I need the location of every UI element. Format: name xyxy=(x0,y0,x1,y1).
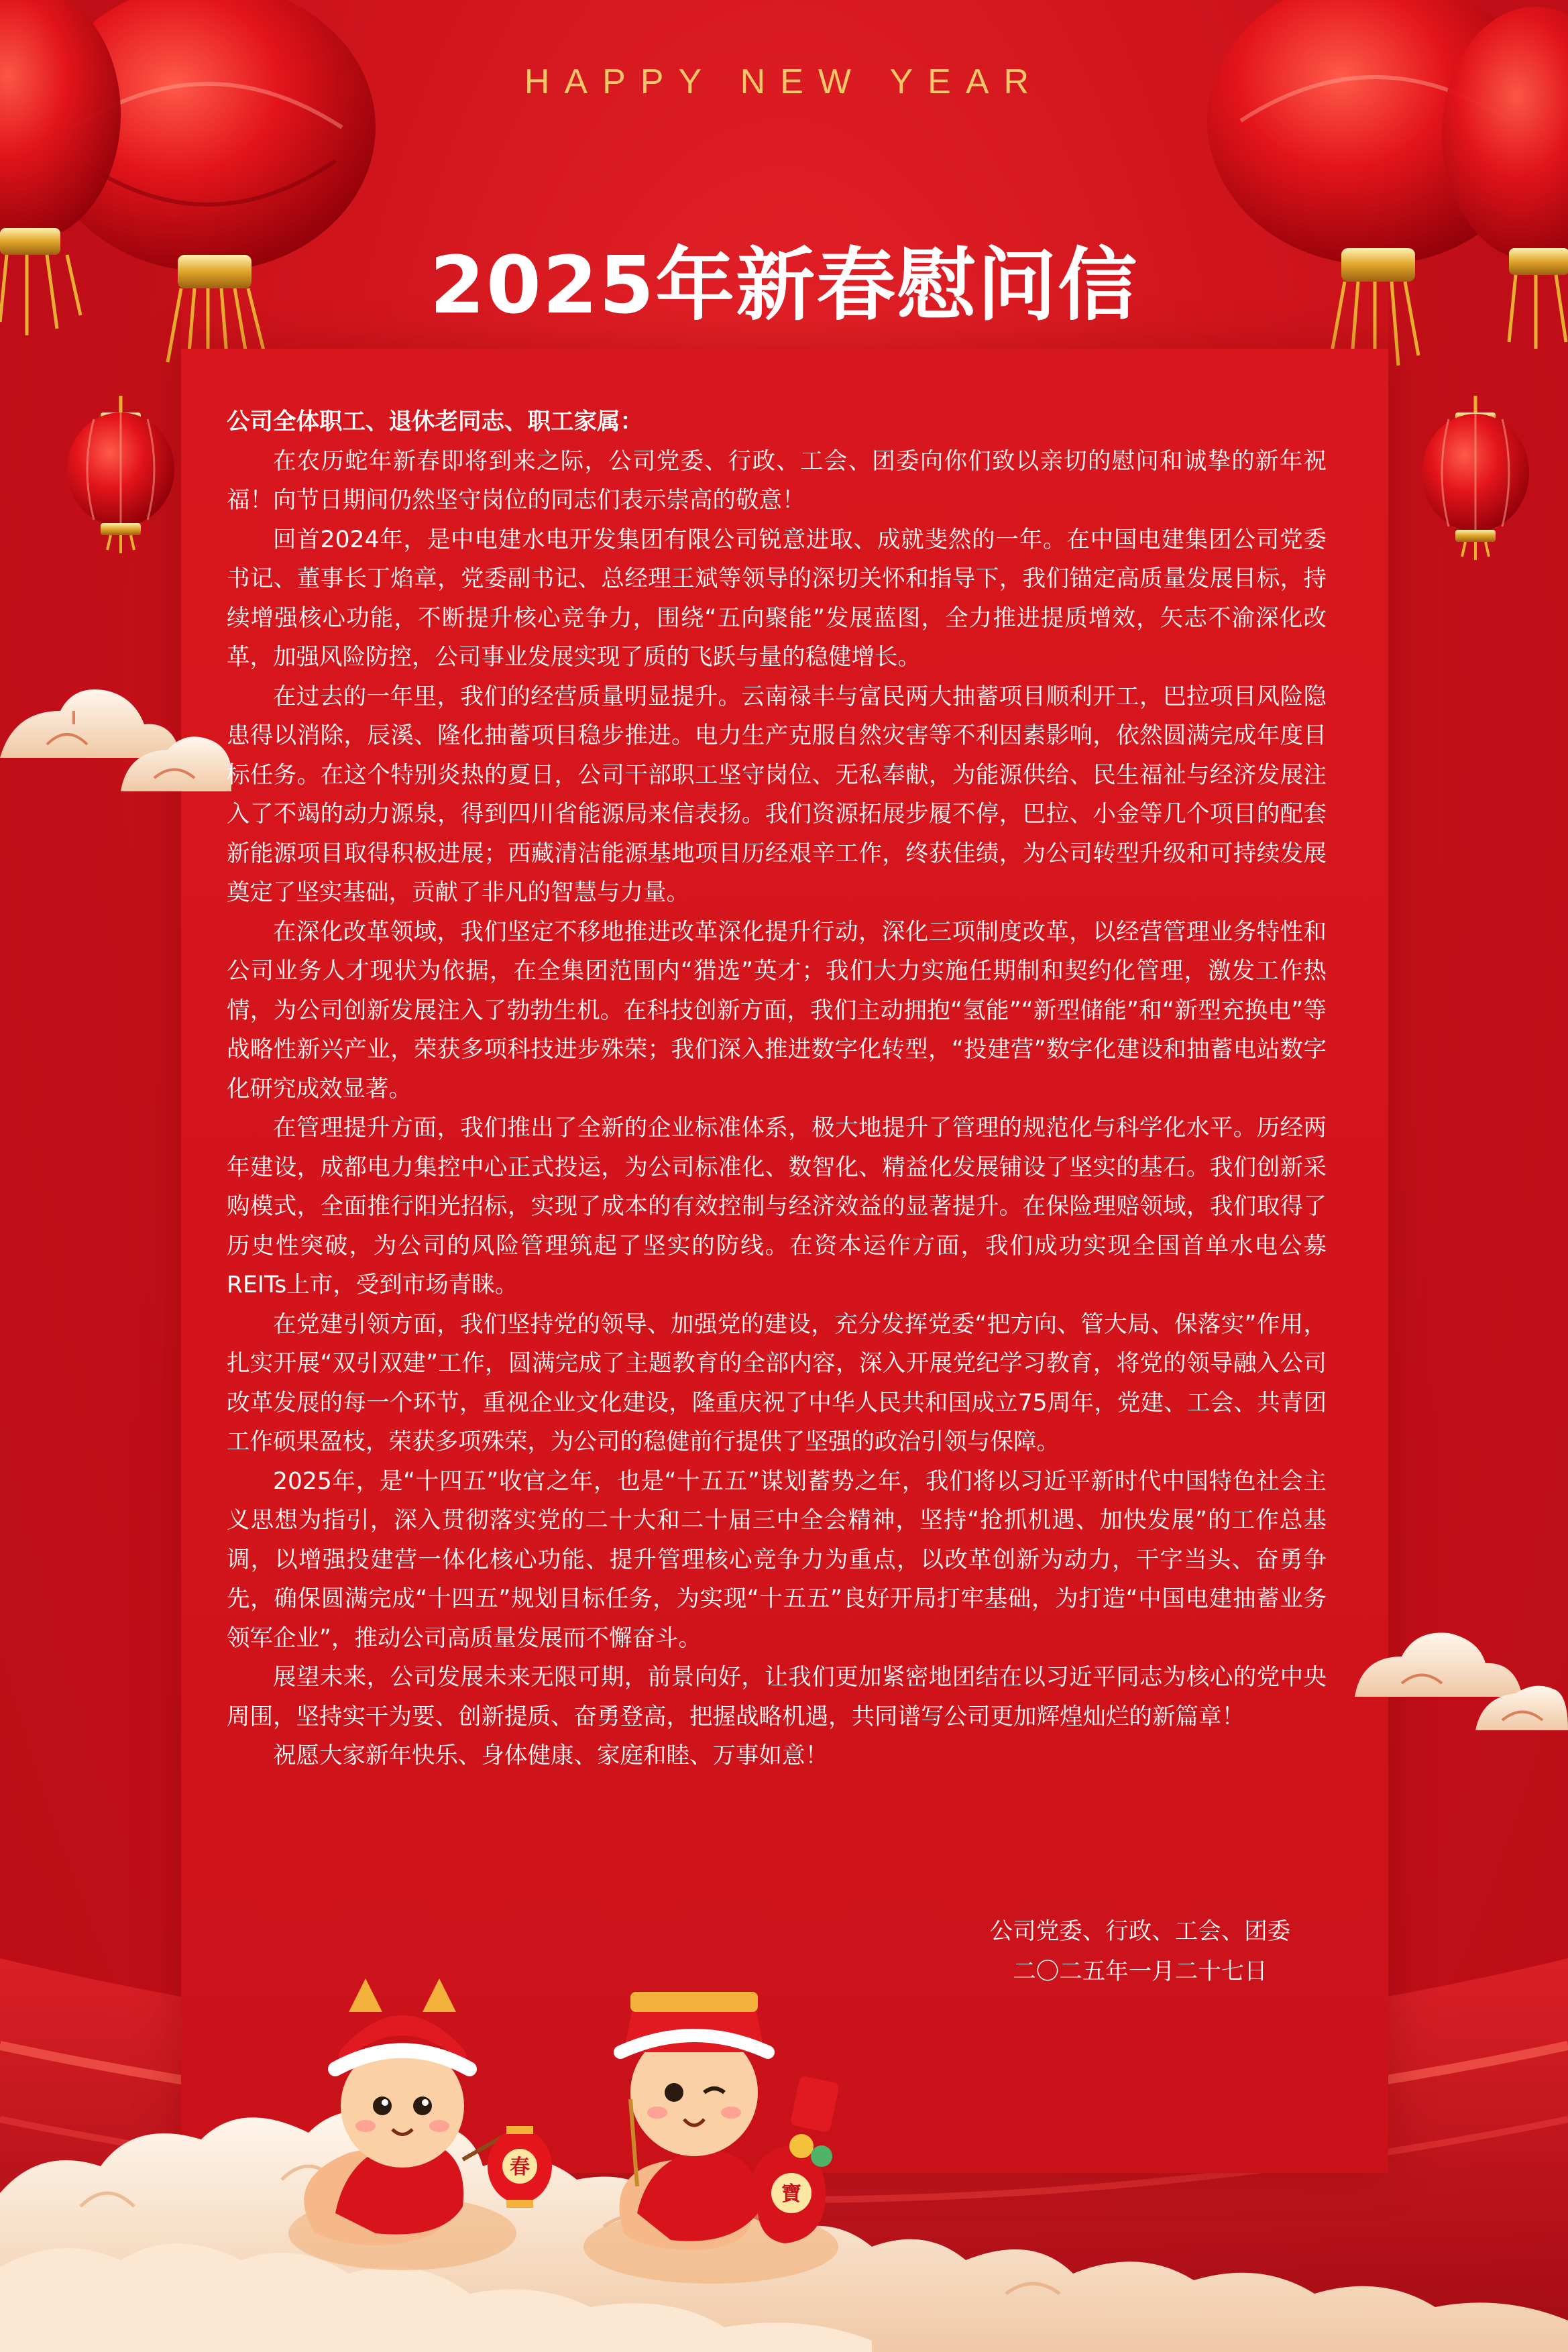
letter-paragraph-4: 在深化改革领域，我们坚定不移地推进改革深化提升行动，深化三项制度改革，以经营管理业务特性和公司业务人才现状为依据，在全集团范围内“猎选”英才；我们大力实施任期制和契约化管理，激发工作热情，为公司创新发展注入了勃勃生机。在科技创新方面，我们主动拥抱“氢能”“新型储能”和“新型充换电”等战略性新兴产业，荣获多项科技进步殊荣；我们深入推进数字化转型，“投建营”数字化建设和抽蓄电站数字化研究成效显著。 xyxy=(227,918,1327,1103)
happy-new-year-banner: HAPPY NEW YEAR xyxy=(524,62,1044,101)
snake-mascot-right xyxy=(583,1992,840,2284)
letter-paragraph-1: 在农历蛇年新春即将到来之际，公司党委、行政、工会、团委向你们致以亲切的慰问和诚挚的新年祝福！向节日期间仍然坚守岗位的同志们表示崇高的敬意！ xyxy=(227,447,1327,514)
page-title: 2025年新春慰问信 xyxy=(429,239,1139,331)
cloud-right-mid xyxy=(1355,1632,1568,1730)
signature-organization: 公司党委、行政、工会、团委 xyxy=(989,1918,1291,1945)
letter-paragraph-5: 在管理提升方面，我们推出了全新的企业标准体系，极大地提升了管理的规范化与科学化水平。历经两年建设，成都电力集控中心正式投运，为公司标准化、数智化、精益化发展铺设了坚实的基石。我们创新采购模式，全面推行阳光招标，实现了成本的有效控制与经济效益的显著提升。在保险理赔领域，我们取得了历史性突破，为公司的风险管理筑起了坚实的防线。在资本运作方面，我们成功实现全国首单水电公募REITs上市，受到市场青睐。 xyxy=(227,1115,1327,1298)
letter-paragraph-8: 展望未来，公司发展未来无限可期，前景向好，让我们更加紧密地团结在以习近平同志为核心的党中央周围，坚持实干为要、创新提质、奋勇登高，把握战略机遇，共同谱写公司更加辉煌灿烂的新篇章！ xyxy=(227,1664,1327,1730)
right-mascot-badge: 寶 xyxy=(781,2182,801,2206)
letter-paragraph-3: 在过去的一年里，我们的经营质量明显提升。云南禄丰与富民两大抽蓄项目顺利开工，巴拉项目风险隐患得以消除，辰溪、隆化抽蓄项目稳步推进。电力生产克服自然灾害等不利因素影响，依然圆满完成年度目标任务。在这个特别炎热的夏日，公司干部职工坚守岗位、无私奉献，为能源供给、民生福祉与经济发展注入了不竭的动力源泉，得到四川省能源局来信表扬。我们资源拓展步履不停，巴拉、小金等几个项目的配套新能源项目取得积极进展；西藏清洁能源基地项目历经艰辛工作，终获佳绩，为公司转型升级和可持续发展奠定了坚实基础，贡献了非凡的智慧与力量。 xyxy=(227,683,1327,906)
letter-paragraph-9: 祝愿大家新年快乐、身体健康、家庭和睦、万事如意！ xyxy=(273,1742,828,1769)
left-mascot-badge: 春 xyxy=(510,2155,530,2179)
letter-body xyxy=(227,402,1327,1776)
cloud-left-mid xyxy=(0,689,231,791)
signature-date: 二〇二五年一月二十七日 xyxy=(1013,1958,1268,1985)
letter-paragraph-6: 在党建引领方面，我们坚持党的领导、加强党的建设，充分发挥党委“把方向、管大局、保落实”作用，扎实开展“双引双建”工作，圆满完成了主题教育的全部内容，深入开展党纪学习教育，将党的领导融入公司改革发展的每一个环节，重视企业文化建设，隆重庆祝了中华人民共和国成立75周年，党建、工会、共青团工作硕果盈枝，荣获多项殊荣，为公司的稳健前行提供了坚强的政治引领与保障。 xyxy=(227,1310,1327,1455)
letter-signature xyxy=(926,1911,1355,1992)
letter-paragraph-2: 回首2024年，是中电建水电开发集团有限公司锐意进取、成就斐然的一年。在中国电建集团公司党委书记、董事长丁焰章，党委副书记、总经理王斌等领导的深切关怀和指导下，我们锚定高质量发展目标，持续增强核心功能，不断提升核心竞争力，围绕“五向聚能”发展蓝图，全力推进提质增效，矢志不渝深化改革，加强风险防控，公司事业发展实现了质的飞跃与量的稳健增长。 xyxy=(227,526,1327,671)
letter-paragraph-7: 2025年，是“十四五”收官之年，也是“十五五”谋划蓄势之年，我们将以习近平新时代中国特色社会主义思想为指引，深入贯彻落实党的二十大和二十届三中全会精神，坚持“抢抓机遇、加快发展”的工作总基调，以增强投建营一体化核心功能、提升管理核心竞争力为重点，以改革创新为动力，干字当头、奋勇争先，确保圆满完成“十四五”规划目标任务，为实现“十五五”良好开局打牢基础，为打造“中国电建抽蓄业务领军企业”，推动公司高质量发展而不懈奋斗。 xyxy=(227,1467,1327,1652)
letter-salutation: 公司全体职工、退休老同志、职工家属： xyxy=(227,408,643,435)
